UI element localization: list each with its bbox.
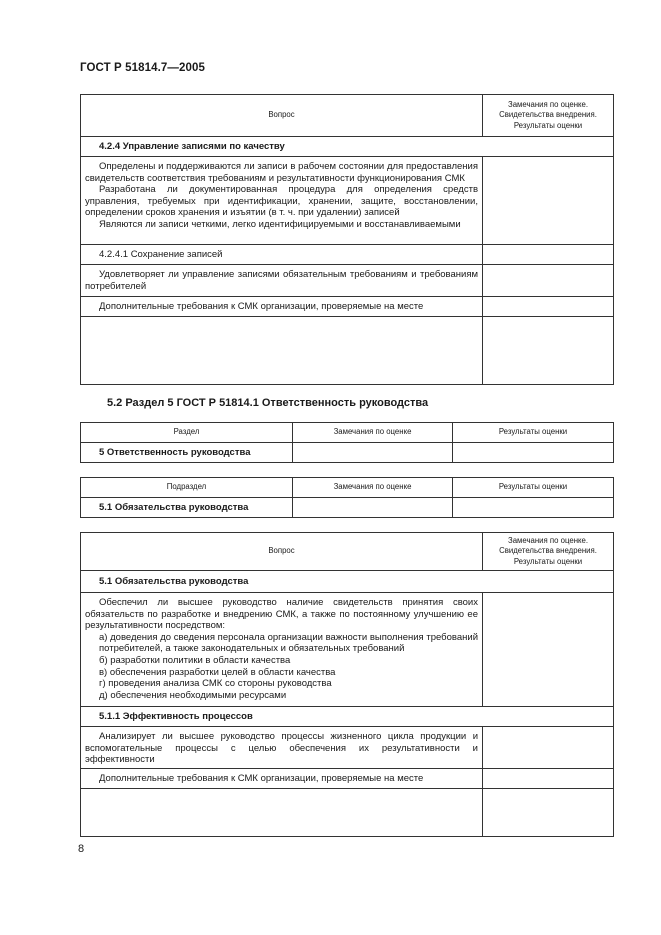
subsection-row-title: 5.1 Обязательства руководства (81, 498, 293, 518)
header-question: Вопрос (81, 95, 483, 137)
section-title: 4.2.4 Управление записями по качеству (81, 137, 614, 157)
notes-cell[interactable] (293, 443, 453, 463)
header-notes-line: Свидетельства внедрения. (499, 546, 597, 556)
question-text: Разработана ли документированная процедура для определения средств управления, требуемых при идентификации, хранении, защите, восстановлении, определении сроков хранения и изъятии (в т. ч. при удалении) записей (85, 184, 478, 219)
section-title: 5.1 Обязательства руководства (81, 571, 614, 593)
header-notes (483, 533, 614, 571)
answer-cell[interactable] (483, 727, 614, 769)
question-text: Определены и поддерживаются ли записи в рабочем состоянии для предоставления свидетельств соответствия требованиям и результативности функционирования СМК (85, 161, 478, 184)
header-question: Вопрос (81, 533, 483, 571)
answer-cell[interactable] (483, 157, 614, 245)
question-text: Анализирует ли высшее руководство процессы жизненного цикла продукции и вспомогательные процессы с целью обеспечения их результативности и эффективности (85, 731, 478, 766)
header-notes-line: Свидетельства внедрения. (499, 110, 597, 120)
section-row-title: 5 Ответственность руководства (81, 443, 293, 463)
answer-cell[interactable] (483, 769, 614, 789)
header-section: Раздел (81, 423, 293, 443)
header-notes-line: Замечания по оценке. (507, 99, 588, 109)
question-text: Обеспечил ли высшее руководство наличие свидетельств принятия своих обязательств по разработке и внедрению СМК, а также по постоянному улучшению ее результативности посредством: (85, 597, 478, 632)
results-cell[interactable] (453, 498, 614, 518)
question-cell (81, 727, 483, 769)
page-number: 8 (78, 843, 85, 855)
document-header: ГОСТ Р 51814.7—2005 (80, 62, 205, 74)
table-records-control (80, 94, 614, 385)
list-item: а) доведения до сведения персонала организации важности выполнения требований потребителей, а также законодательных и обязательных требований (99, 631, 478, 655)
header-notes-line: Результаты оценки (513, 120, 583, 130)
header-subsection: Подраздел (81, 478, 293, 498)
header-notes-line: Результаты оценки (513, 556, 583, 566)
list-item: в) обеспечения разработки целей в области качества (99, 666, 336, 678)
answer-cell[interactable] (483, 593, 614, 707)
empty-cell[interactable] (81, 789, 483, 837)
question-cell (81, 265, 483, 297)
answer-cell[interactable] (483, 265, 614, 297)
header-notes-line: Замечания по оценке. (507, 535, 588, 545)
question-text: Являются ли записи четкими, легко идентифицируемыми и восстанавливаемыми (99, 218, 461, 230)
question-cell (81, 593, 483, 707)
table-management-commitment (80, 532, 614, 837)
list-item: д) обеспечения необходимыми ресурсами (99, 689, 287, 701)
list-item: г) проведения анализа СМК со стороны руководства (99, 678, 332, 690)
notes-cell[interactable] (293, 498, 453, 518)
results-cell[interactable] (453, 443, 614, 463)
header-notes: Замечания по оценке (293, 478, 453, 498)
question-text: Удовлетворяет ли управление записями обязательным требованиям и требованиям потребителей (85, 269, 478, 292)
answer-cell[interactable] (483, 245, 614, 265)
question-cell (81, 157, 483, 245)
subsection-title: 5.1.1 Эффективность процессов (81, 707, 614, 727)
subsection-title: 4.2.4.1 Сохранение записей (81, 245, 483, 265)
additional-requirements: Дополнительные требования к СМК организации, проверяемые на месте (81, 769, 483, 789)
list-item: б) разработки политики в области качества (99, 654, 291, 666)
header-notes (483, 95, 614, 137)
header-results: Результаты оценки (453, 478, 614, 498)
table-section (80, 422, 614, 463)
answer-cell[interactable] (483, 297, 614, 317)
additional-requirements: Дополнительные требования к СМК организации, проверяемые на месте (81, 297, 483, 317)
header-results: Результаты оценки (453, 423, 614, 443)
answer-cell[interactable] (483, 317, 614, 385)
table-subsection (80, 477, 614, 518)
header-notes: Замечания по оценке (293, 423, 453, 443)
empty-cell[interactable] (81, 317, 483, 385)
section-heading: 5.2 Раздел 5 ГОСТ Р 51814.1 Ответственность руководства (107, 397, 429, 409)
answer-cell[interactable] (483, 789, 614, 837)
